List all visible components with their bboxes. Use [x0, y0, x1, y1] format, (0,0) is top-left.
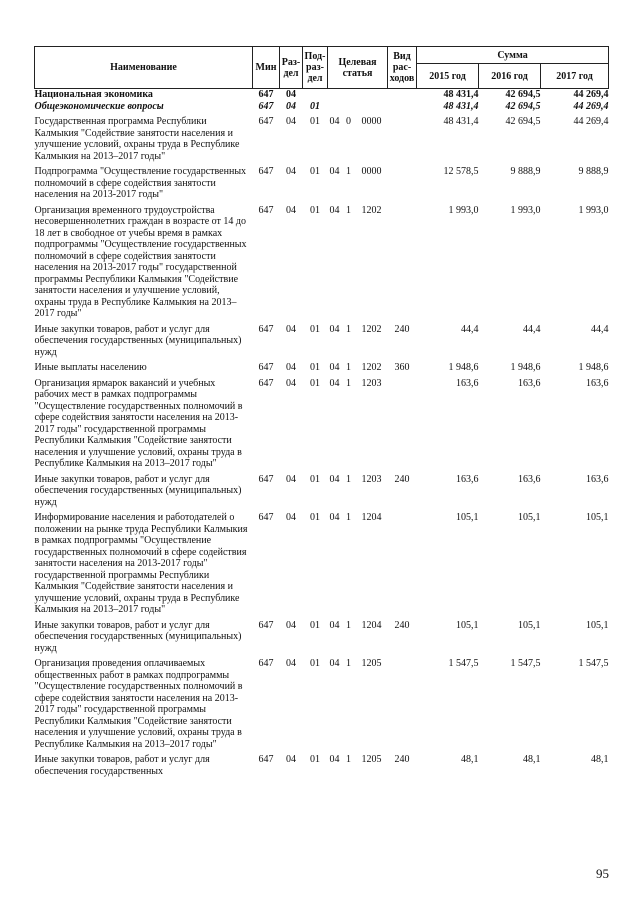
table-row	[35, 374, 609, 470]
row-sum-2016: 1 993,0	[510, 204, 541, 216]
row-sum-2015: 48 431,4	[443, 116, 479, 127]
row-target-subprogram: 1	[346, 512, 351, 523]
row-podrazdel: 01	[310, 377, 320, 389]
row-sum-2017: 44 269,4	[573, 116, 609, 127]
row-target-direction: 1202	[361, 204, 382, 216]
row-sum-2017: 44 269,4	[541, 89, 609, 101]
header-razdel: Раз-дел	[280, 47, 303, 89]
row-target-program: 04	[329, 166, 340, 177]
row-min: 647	[258, 473, 274, 485]
row-sum-2016: 1 948,6	[510, 362, 541, 373]
row-sum-2016: 42 694,5	[505, 100, 541, 112]
row-podrazdel	[303, 89, 328, 101]
header-year-2017: 2017 год	[541, 64, 609, 89]
row-sum-2015: 163,6	[456, 377, 479, 389]
row-vid	[388, 101, 417, 113]
row-min: 647	[258, 100, 274, 112]
row-sum-2017: 44,4	[591, 323, 609, 335]
row-min: 647	[258, 512, 274, 523]
row-vid: 240	[394, 323, 410, 335]
row-name: Государственная программа Республики Калмыкия "Содействие занятости населения и улучшение условий, охраны труда в Республике Калмыкия на 2013–2017 годы"	[34, 116, 240, 162]
row-sum-2016: 42 694,5	[505, 116, 541, 127]
row-sum-2017: 48,1	[591, 754, 609, 765]
row-razdel: 04	[286, 754, 296, 765]
row-sum-2016: 1 547,5	[510, 658, 541, 669]
row-podrazdel: 01	[310, 100, 320, 112]
row-razdel: 04	[286, 619, 296, 631]
row-podrazdel: 01	[310, 323, 320, 335]
row-target-subprogram: 1	[346, 323, 351, 335]
row-target-program: 04	[329, 473, 340, 485]
row-sum-2017: 1 547,5	[578, 658, 609, 669]
header-vid: Вид рас-ходов	[388, 47, 417, 89]
row-sum-2016: 48,1	[523, 754, 541, 765]
row-name: Иные закупки товаров, работ и услуг для обеспечения государственных (муниципальных) нужд	[34, 473, 242, 508]
row-min: 647	[258, 754, 274, 765]
row-sum-2015: 1 948,6	[448, 362, 479, 373]
header-min: Мин	[253, 47, 280, 89]
page-number: 95	[596, 866, 609, 881]
row-name: Иные закупки товаров, работ и услуг для обеспечения государственных (муниципальных) нужд	[34, 619, 242, 654]
row-razdel: 04	[286, 100, 296, 112]
row-sum-2015: 12 578,5	[443, 166, 479, 177]
row-sum-2016: 44,4	[523, 323, 541, 335]
row-razdel: 04	[286, 166, 296, 177]
row-vid: 360	[394, 362, 410, 373]
row-target-direction: 0000	[361, 166, 382, 177]
row-target-subprogram: 1	[346, 166, 351, 177]
row-sum-2015: 1 993,0	[448, 204, 479, 216]
table-row	[35, 162, 609, 201]
row-sum-2017: 105,1	[586, 512, 609, 523]
row-target-program: 04	[329, 754, 340, 765]
row-podrazdel: 01	[310, 754, 320, 765]
row-target-program: 04	[329, 658, 340, 669]
row-podrazdel: 01	[310, 473, 320, 485]
row-sum-2016: 105,1	[518, 619, 541, 631]
row-target-subprogram: 1	[346, 754, 351, 765]
row-target-program: 04	[329, 377, 340, 389]
row-target-subprogram	[342, 101, 356, 113]
row-min: 647	[258, 166, 274, 177]
row-razdel: 04	[286, 473, 296, 485]
row-razdel: 04	[286, 512, 296, 523]
row-vid: 240	[394, 754, 410, 765]
row-target-direction: 1202	[361, 362, 382, 373]
header-podrazdel: Под-раз-дел	[303, 47, 328, 89]
header-sum: Сумма	[417, 47, 609, 64]
row-target-direction: 0000	[361, 116, 382, 127]
row-target-program: 04	[329, 116, 340, 127]
row-min: 647	[258, 116, 274, 127]
row-name: Иные закупки товаров, работ и услуг для обеспечения государственных	[34, 754, 210, 777]
row-sum-2015: 44,4	[461, 323, 479, 335]
row-name: Национальная экономика	[35, 89, 253, 101]
row-podrazdel: 01	[310, 512, 320, 523]
table-row	[35, 616, 609, 655]
row-target-subprogram: 1	[346, 362, 351, 373]
table-row	[35, 750, 609, 777]
table-row	[35, 320, 609, 359]
row-target-subprogram: 1	[346, 204, 351, 216]
row-vid	[388, 374, 417, 470]
row-sum-2017: 1 993,0	[578, 204, 609, 216]
row-target-program: 04	[329, 204, 340, 216]
row-vid: 240	[394, 473, 410, 485]
row-podrazdel: 01	[310, 658, 320, 669]
row-min: 647	[258, 362, 274, 373]
row-sum-2016: 9 888,9	[510, 166, 541, 177]
table-row	[35, 101, 609, 113]
row-sum-2015: 48 431,4	[417, 89, 479, 101]
header-target: Целевая статья	[328, 47, 388, 89]
row-min: 647	[258, 658, 274, 669]
row-name: Организация временного трудоустройства несовершеннолетних граждан в возрасте от 14 до 18 лет в свободное от учебы время в рамках подпрограммы "Осуществление государственных полномочий в сфере содействия занятости населения на 2013-2017 годы" государственной программы Республики Калмыкия "Содействие занятости населения и улучшение условий, охраны труда в Республике Калмыкия на 2013–2017 годы"	[34, 204, 247, 319]
row-razdel: 04	[286, 377, 296, 389]
row-target-subprogram: 0	[346, 116, 351, 127]
row-sum-2015: 1 547,5	[448, 658, 479, 669]
row-name: Подпрограмма "Осуществление государственных полномочий в сфере содействия занятости населения на 2013-2017 годы"	[34, 166, 247, 200]
row-sum-2015: 105,1	[456, 619, 479, 631]
row-target-subprogram: 1	[346, 658, 351, 669]
row-sum-2017: 9 888,9	[578, 166, 609, 177]
row-sum-2015: 48 431,4	[443, 100, 479, 112]
row-sum-2016: 163,6	[518, 377, 541, 389]
header-year-2015: 2015 год	[417, 64, 479, 89]
row-sum-2016: 105,1	[518, 512, 541, 523]
row-min: 647	[258, 323, 274, 335]
row-min: 647	[258, 377, 274, 389]
table-row	[35, 201, 609, 320]
row-razdel: 04	[286, 204, 296, 216]
row-sum-2015: 48,1	[461, 754, 479, 765]
row-sum-2017: 163,6	[586, 377, 609, 389]
row-target-subprogram	[342, 89, 356, 101]
row-vid	[388, 654, 417, 750]
row-razdel: 04	[286, 658, 296, 669]
table-row	[35, 508, 609, 616]
row-name: Иные выплаты населению	[34, 362, 147, 373]
header-year-2016: 2016 год	[479, 64, 541, 89]
row-sum-2017: 44 269,4	[573, 100, 609, 112]
table-row	[35, 112, 609, 162]
row-podrazdel: 01	[310, 204, 320, 216]
row-target-program: 04	[329, 619, 340, 631]
row-name: Общеэкономические вопросы	[34, 100, 164, 112]
table-row	[35, 358, 609, 374]
row-sum-2015: 105,1	[456, 512, 479, 523]
row-name: Информирование населения и работодателей о положении на рынке труда Республики Калмыкия в рамках подпрограммы "Осуществление государственных полномочий в сфере содействия занятости населения на 2013-2017 годы" государственной программы Республики Калмыкия "Содействие занятости населения и улучшение условий, охраны труда в Республике Калмыкия на 2013–2017 годы"	[34, 512, 248, 615]
row-sum-2015: 163,6	[456, 473, 479, 485]
row-razdel: 04	[286, 116, 296, 127]
row-vid	[388, 112, 417, 162]
row-vid	[388, 508, 417, 616]
row-target-direction: 1204	[361, 619, 382, 631]
row-target-direction	[356, 101, 388, 113]
row-target-program: 04	[329, 323, 340, 335]
row-sum-2016: 163,6	[518, 473, 541, 485]
row-target-direction: 1202	[361, 323, 382, 335]
table-row	[35, 89, 609, 101]
row-vid: 240	[394, 619, 410, 631]
row-sum-2017: 1 948,6	[578, 362, 609, 373]
row-target-subprogram: 1	[346, 473, 351, 485]
row-razdel: 04	[286, 362, 296, 373]
row-target-subprogram: 1	[346, 619, 351, 631]
row-podrazdel: 01	[310, 166, 320, 177]
row-target-program: 04	[329, 512, 340, 523]
row-name: Иные закупки товаров, работ и услуг для обеспечения государственных (муниципальных) нужд	[34, 323, 242, 358]
row-min: 647	[253, 89, 280, 101]
row-vid	[388, 201, 417, 320]
row-podrazdel: 01	[310, 116, 320, 127]
row-target-direction: 1203	[361, 473, 382, 485]
header-name: Наименование	[35, 47, 253, 89]
row-min: 647	[258, 204, 274, 216]
row-target-direction: 1205	[361, 754, 382, 765]
row-target-program	[328, 101, 342, 113]
row-podrazdel: 01	[310, 619, 320, 631]
row-razdel: 04	[280, 89, 303, 101]
row-target-subprogram: 1	[346, 377, 351, 389]
row-target-direction: 1203	[361, 377, 382, 389]
table-body	[35, 89, 609, 778]
row-name: Организация проведения оплачиваемых общественных работ в рамках подпрограммы "Осуществление государственных полномочий в сфере содействия занятости населения на 2013-2017 годы" государственной программы Республики Калмыкия "Содействие занятости населения и улучшение условий, охраны труда в Республике Калмыкия на 2013–2017 годы"	[34, 658, 243, 750]
row-target-program	[328, 89, 342, 101]
row-podrazdel: 01	[310, 362, 320, 373]
row-razdel: 04	[286, 323, 296, 335]
row-min: 647	[258, 619, 274, 631]
row-sum-2017: 163,6	[586, 473, 609, 485]
row-vid	[388, 89, 417, 101]
table-row	[35, 470, 609, 509]
row-name: Организация ярмарок вакансий и учебных рабочих мест в рамках подпрограммы "Осуществление государственных полномочий в сфере содействия занятости населения на 2013-2017 годы" государственной программы Республики Калмыкия "Содействие занятости населения и улучшение условий, охраны труда в Республике Калмыкия на 2013–2017 годы"	[34, 377, 243, 469]
row-target-program: 04	[329, 362, 340, 373]
row-target-direction: 1204	[361, 512, 382, 523]
row-target-direction: 1205	[361, 658, 382, 669]
row-vid	[388, 162, 417, 201]
row-sum-2017: 105,1	[586, 619, 609, 631]
table-header	[35, 47, 609, 89]
table-row	[35, 654, 609, 750]
row-target-direction	[356, 89, 388, 101]
row-sum-2016: 42 694,5	[479, 89, 541, 101]
budget-table	[34, 46, 609, 777]
